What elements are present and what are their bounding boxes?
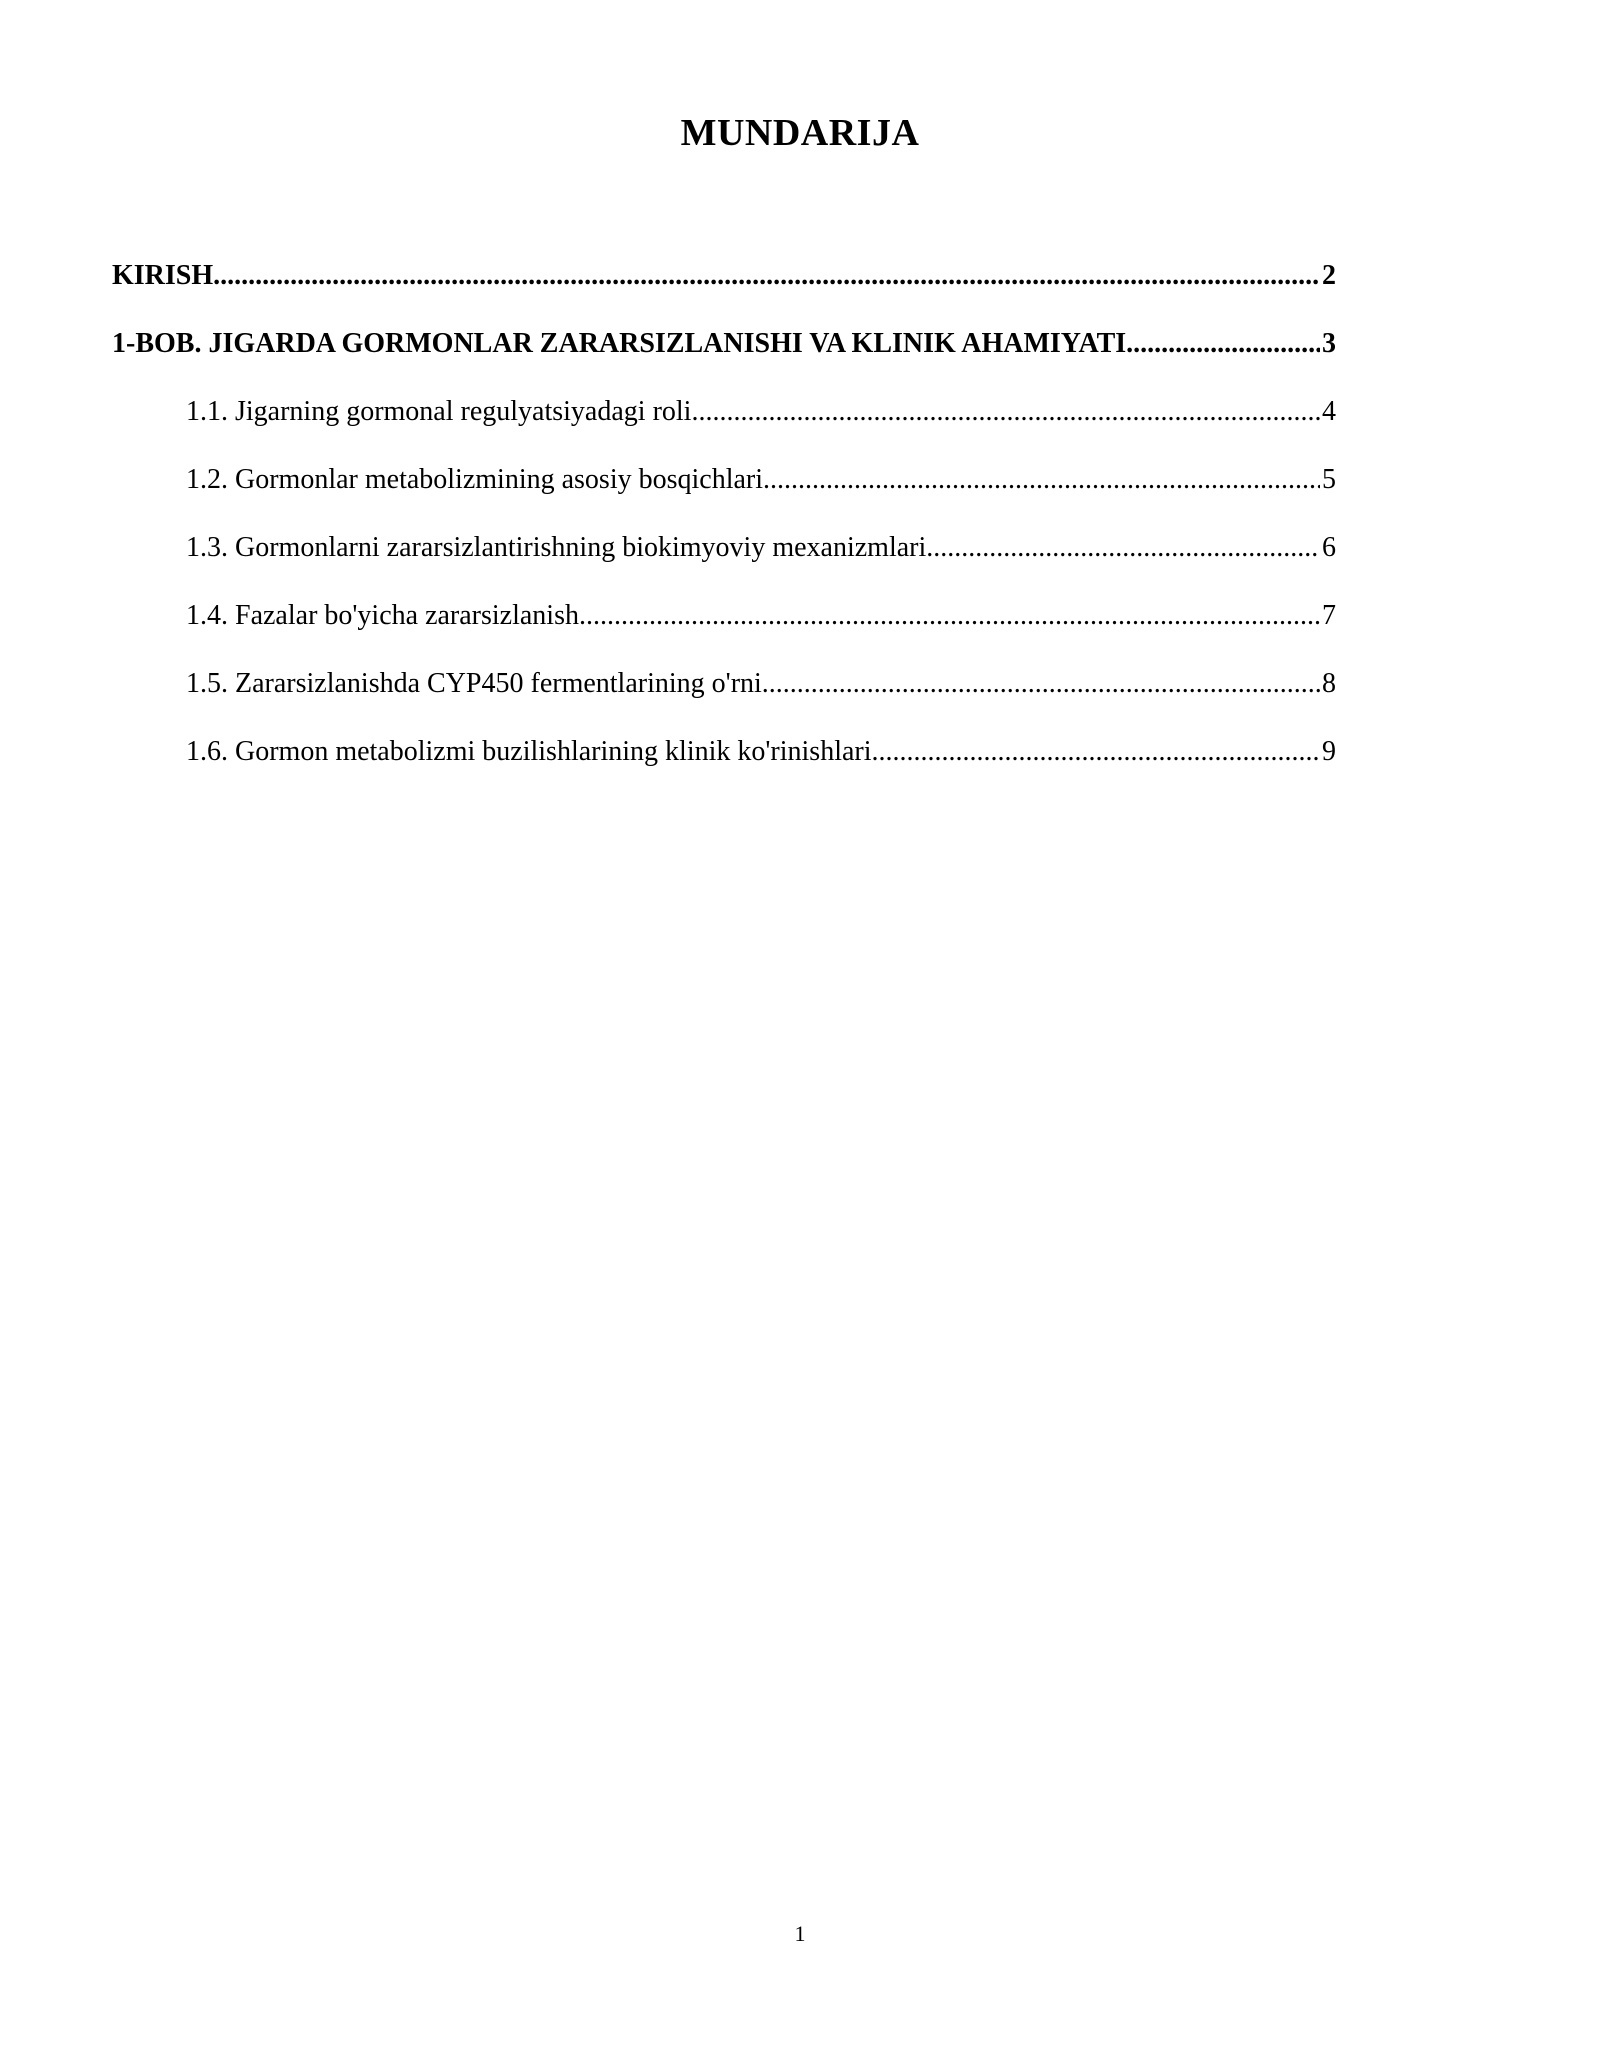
toc-entry-section-1-6[interactable] [112,728,1336,796]
toc-dot-leader [763,456,1320,504]
toc-entry-title: 1.6. Gormon metabolizmi buzilishlarining klinik ko'rinishlari [186,736,872,767]
toc-entry-section-1-3[interactable] [112,524,1336,592]
toc-entry-page: 5 [1322,464,1336,495]
toc-entry-page: 2 [1322,260,1336,291]
toc-entry-title: 1.2. Gormonlar metabolizmining asosiy bosqichlari [186,464,764,495]
toc-entry-title: KIRISH [112,260,214,291]
table-of-contents [112,252,1336,796]
toc-entry-title: 1.1. Jigarning gormonal regulyatsiyadagi roli [186,396,692,427]
toc-dot-leader [213,252,1320,300]
toc-entry-section-1-1[interactable] [112,388,1336,456]
toc-entry-chapter-1[interactable] [112,320,1336,388]
toc-dot-leader [762,660,1320,708]
toc-dot-leader [1126,320,1320,368]
toc-entry-page: 6 [1322,532,1336,563]
toc-entry-title: 1.4. Fazalar bo'yicha zararsizlanish [186,600,579,631]
toc-dot-leader [926,524,1320,572]
toc-entry-page: 8 [1322,668,1336,699]
toc-entry-kirish[interactable] [112,252,1336,320]
toc-entry-section-1-4[interactable] [112,592,1336,660]
toc-entry-section-1-5[interactable] [112,660,1336,728]
toc-entry-page: 3 [1322,328,1336,359]
toc-dot-leader [872,728,1320,776]
page-title: MUNDARIJA [680,112,920,154]
toc-entry-page: 9 [1322,736,1336,767]
toc-dot-leader [579,592,1320,640]
toc-entry-section-1-2[interactable] [112,456,1336,524]
toc-entry-title: 1.3. Gormonlarni zararsizlantirishning biokimyoviy mexanizmlari [186,532,927,563]
toc-entry-page: 7 [1322,600,1336,631]
page-number: 1 [794,1921,806,1946]
toc-entry-page: 4 [1322,396,1336,427]
toc-entry-title: 1-BOB. JIGARDA GORMONLAR ZARARSIZLANISHI VA KLINIK AHAMIYATI [112,328,1127,359]
toc-dot-leader [691,388,1320,436]
toc-entry-title: 1.5. Zararsizlanishda CYP450 fermentlarining o'rni [186,668,762,699]
